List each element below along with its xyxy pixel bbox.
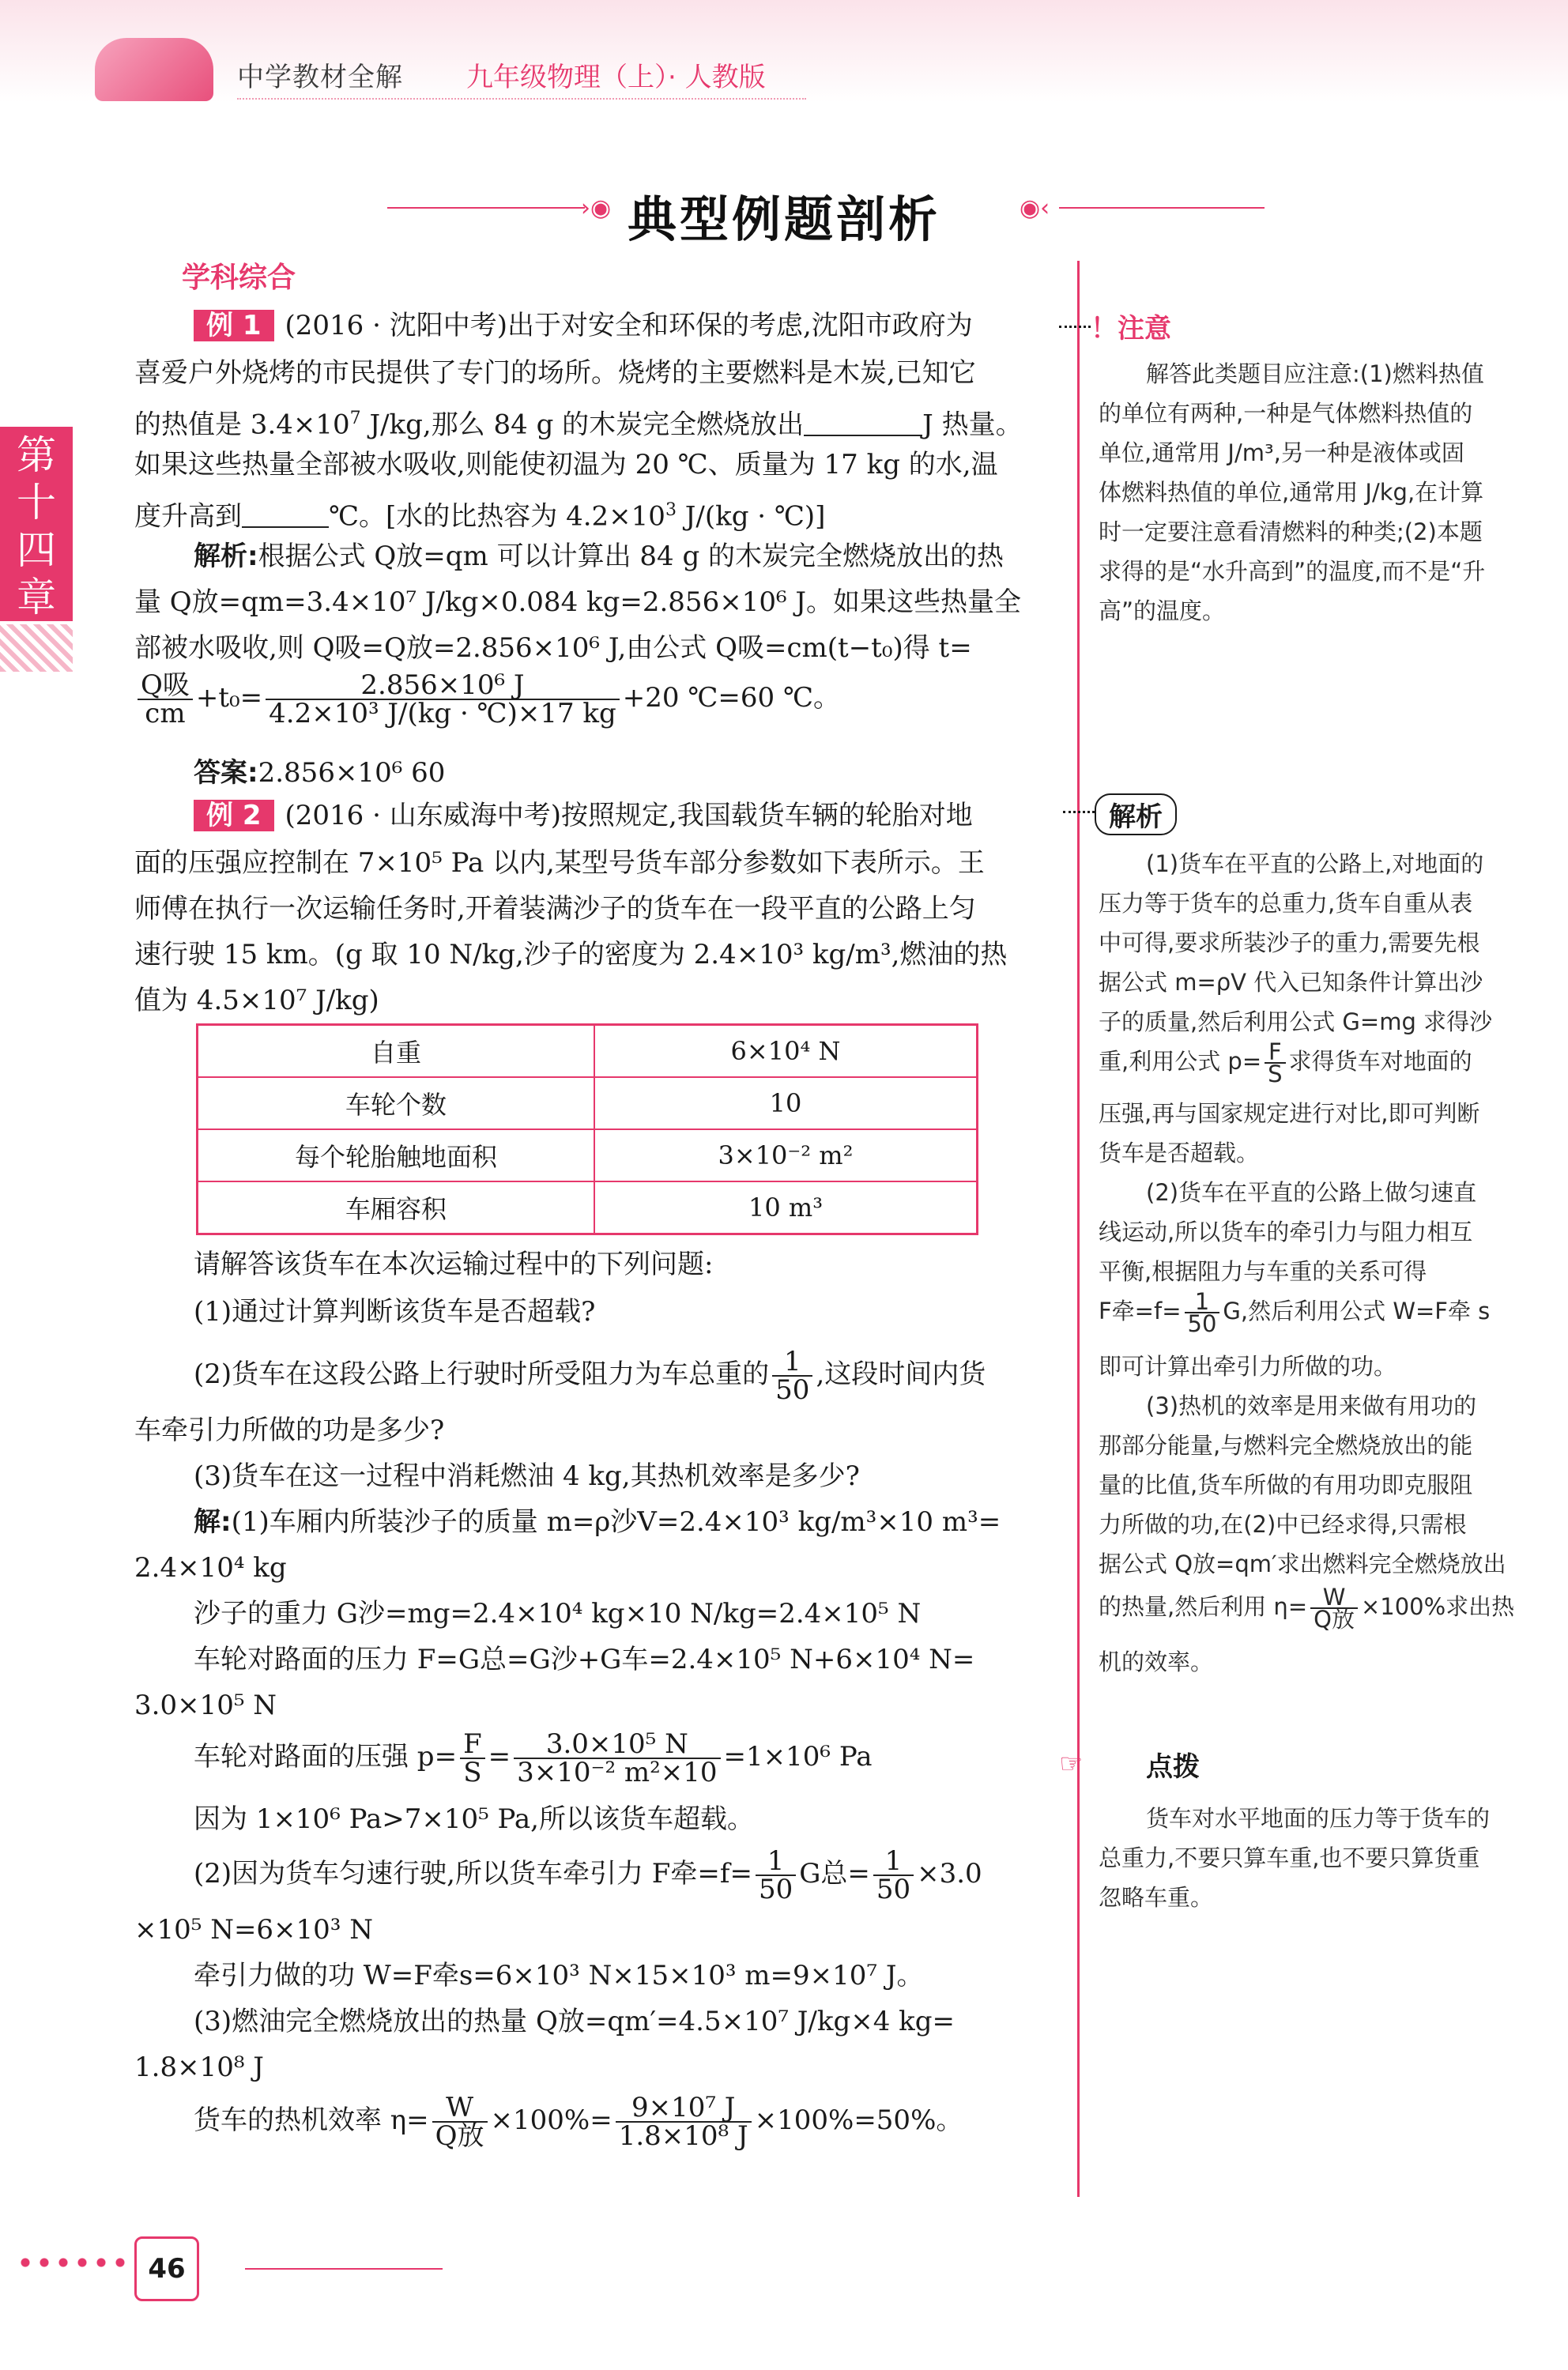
numerator: 9×10⁷ J [616,2094,752,2123]
analysis-side-line: 平衡,根据阻力与车重的关系可得 [1099,1258,1427,1285]
example-1-line-4: 如果这些热量全部被水吸收,则能使初温为 20 ℃、质量为 17 kg 的水,温 [134,449,998,480]
text: 根据公式 Q放=qm 可以计算出 84 g 的木炭完全燃烧放出的热 [258,541,1004,572]
numerator: 1 [1185,1291,1220,1313]
analysis-side-line: 线运动,所以货车的牵引力与阻力相互 [1099,1219,1473,1245]
analysis-side-line: 那部分能量,与燃料完全燃烧放出的能 [1099,1432,1473,1459]
text: 重,利用公式 p= [1099,1048,1262,1075]
solution-line-12: 1.8×10⁸ J [134,2052,264,2083]
analysis-side-line: 据公式 Q放=qm′求出燃料完全燃烧放出 [1099,1550,1506,1577]
solution-line-4: 车轮对路面的压力 F=G总=G沙+G车=2.4×10⁵ N+6×10⁴ N= [194,1644,975,1675]
example-1-line-3 [134,403,1051,440]
arrow-left-icon: ◉‹ [1020,194,1050,222]
example-1-line-5 [134,495,1051,532]
example-1-line-1 [194,310,1110,341]
solution-label: 解: [194,1506,232,1538]
text: ×100%求出热 [1360,1593,1515,1620]
analysis-line-2: 量 Q放=qm=3.4×10⁷ J/kg×0.084 kg=2.856×10⁶ J。如果这些热量全 [134,586,1022,618]
arrow-right-icon: ›◉ [581,194,612,222]
analysis-line-4 [134,669,1051,729]
analysis-line-1 [194,541,1110,572]
fraction [1265,1038,1285,1087]
fraction [772,1348,812,1404]
text: ℃。[水的比热容为 4.2×10 [329,500,665,533]
header-band [0,0,1568,103]
table-row [198,1077,978,1129]
question-2 [194,1348,1110,1404]
analysis-side-line: 机的效率。 [1099,1648,1214,1675]
question-intro: 请解答该货车在本次运输过程中的下列问题: [194,1249,714,1280]
text: 货车的热机效率 η= [194,2104,429,2136]
denominator: 1.8×10⁸ J [618,2120,748,2152]
numerator: F [460,1731,485,1759]
numerator: 3.0×10⁵ N [514,1731,720,1759]
denominator: 4.2×10³ J/(kg · ℃)×17 kg [269,698,616,729]
table-cell: 6×10⁴ N [594,1025,978,1078]
table-cell: 10 m³ [594,1181,978,1234]
denominator: Q放 [435,2120,484,2152]
solution-line-8 [194,1845,1110,1905]
denominator: cm [145,698,186,729]
analysis-side-line: (3)热机的效率是用来做有用功的 [1146,1392,1477,1419]
solution-line-13 [194,2094,1110,2150]
pointing-hand-icon: ☞ [1059,1748,1084,1780]
solution-line-6 [194,1728,1110,1788]
text: F牵=f= [1099,1298,1182,1324]
header-divider [237,98,806,100]
note-line: 求得的是“水升高到”的温度,而不是“升 [1099,558,1486,585]
table-row [198,1025,978,1078]
solution-line-3: 沙子的重力 G沙=mg=2.4×10⁴ kg×10 N/kg=2.4×10⁵ N [194,1598,922,1630]
numerator: 2.856×10⁶ J [266,672,620,700]
numerator: 1 [772,1348,812,1377]
column-divider [1077,261,1080,2197]
analysis-leader [1063,811,1095,813]
example-2-line-2: 面的压强应控制在 7×10⁵ Pa 以内,某型号货车部分参数如下表所示。王 [134,847,985,879]
analysis-label: 解析: [194,541,258,572]
answer-blank-1[interactable] [804,411,922,436]
numerator: 1 [756,1848,796,1876]
note-line: 解答此类题目应注意:(1)燃料热值 [1146,360,1484,387]
analysis-side-line: 量的比值,货车所做的有用功即克服阻 [1099,1471,1473,1498]
footer-rule [245,2268,443,2270]
superscript: 7 [349,409,361,428]
numerator: 1 [873,1848,914,1876]
fraction [138,669,193,729]
text: = [488,1741,511,1773]
superscript: 3 [665,500,677,520]
solution-line-9: ×10⁵ N=6×10³ N [134,1914,373,1946]
text: 度升高到 [134,500,242,533]
table-cell: 10 [594,1077,978,1129]
example-2-line-5: 值为 4.5×10⁷ J/kg) [134,985,379,1016]
footer-dots [16,2257,126,2268]
text: J/kg,那么 84 g 的木炭完全燃烧放出 [360,409,805,441]
text: (2)货车在这段公路上行驶时所受阻力为车总重的 [194,1358,770,1390]
tip-line: 忽略车重。 [1099,1884,1214,1911]
analysis-tag: 解析 [1095,793,1177,835]
truck-parameter-table [196,1023,978,1235]
answer-text: 2.856×10⁶ 60 [258,757,446,789]
note-line: 体燃料热值的单位,通常用 J/kg,在计算 [1099,479,1484,506]
analysis-side-line: 中可得,要求所装沙子的重力,需要先根 [1099,929,1480,956]
denominator: S [1268,1061,1283,1087]
solution-line-11: (3)燃油完全燃烧放出的热量 Q放=qm′=4.5×10⁷ J/kg×4 kg= [194,2006,956,2037]
note-line: 的单位有两种,一种是气体燃料热值的 [1099,400,1473,427]
fraction [432,2094,488,2150]
solution-line-10: 牵引力做的功 W=F牵s=6×10³ N×15×10³ m=9×10⁷ J。 [194,1960,924,1991]
denominator: Q放 [1314,1606,1355,1633]
example-2-line-4: 速行驶 15 km。(g 取 10 N/kg,沙子的密度为 2.4×10³ kg/m³,燃油的热 [134,939,1008,970]
answer-label: 答案: [194,757,258,789]
text: J/(kg · ℃)] [676,500,826,533]
text: +20 ℃=60 ℃。 [622,682,840,714]
question-3: (3)货车在这一过程中消耗燃油 4 kg,其热机效率是多少? [194,1460,860,1492]
analysis-side-line: (1)货车在平直的公路上,对地面的 [1146,850,1484,877]
example-1-badge: 例 1 [194,310,274,341]
denominator: 50 [1187,1310,1217,1337]
analysis-side-formula [1099,1288,1525,1337]
question-2-cont: 车牵引力所做的功是多少? [134,1415,445,1446]
analysis-side-line: 力所做的功,在(2)中已经求得,只需根 [1099,1511,1467,1538]
denominator: 50 [876,1874,911,1905]
numerator: F [1265,1042,1285,1064]
table-row [198,1181,978,1234]
question-1: (1)通过计算判断该货车是否超载? [194,1296,596,1328]
example-2-line-3: 师傅在执行一次运输任务时,开着装满沙子的货车在一段平直的公路上匀 [134,893,976,925]
note-line: 时一定要注意看清燃料的种类;(2)本题 [1099,518,1483,545]
text: (2)因为货车匀速行驶,所以货车牵引力 F牵=f= [194,1858,752,1890]
tip-tag: 点拨 [1146,1751,1200,1783]
answer-line [194,757,1110,789]
text: J 热量。 [922,409,1023,441]
fraction [756,1845,796,1905]
text: (1)车厢内所装沙子的质量 m=ρ沙V=2.4×10³ kg/m³×10 m³= [231,1506,1001,1538]
example-2-text: (2016 · 山东威海中考)按照规定,我国载货车辆的轮胎对地 [285,800,973,831]
text: 的热值是 3.4×10 [134,409,350,441]
text: G,然后利用公式 W=F牵 s [1223,1298,1491,1324]
example-2-line-1 [194,800,1110,831]
analysis-side-formula [1099,1038,1525,1087]
text: +t₀= [195,682,263,714]
denominator: 50 [758,1874,793,1905]
section-title: 典型例题剖析 [627,190,940,248]
table-cell: 3×10⁻² m² [594,1129,978,1181]
analysis-side-line: 子的质量,然后利用公式 G=mg 求得沙 [1099,1008,1493,1035]
chapter-tab [0,427,73,621]
subject-heading: 学科综合 [182,262,296,294]
fraction [266,669,620,729]
numerator: W [1310,1587,1358,1609]
tip-line: 货车对水平地面的压力等于货车的 [1146,1805,1491,1832]
analysis-side-line: 压强,再与国家规定进行对比,即可判断 [1099,1100,1480,1127]
fraction [1310,1584,1358,1633]
fraction [514,1728,720,1788]
solution-line-1 [194,1506,1110,1538]
solution-line-2: 2.4×10⁴ kg [134,1552,287,1584]
book-subtitle: 九年级物理（上）· 人教版 [466,62,766,93]
solution-line-7: 因为 1×10⁶ Pa>7×10⁵ Pa,所以该货车超载。 [194,1803,754,1835]
table-cell: 车轮个数 [198,1077,595,1129]
table-cell: 自重 [198,1025,595,1078]
note-line: 单位,通常用 J/m³,另一种是液体或固 [1099,439,1464,466]
text: 求得货车对地面的 [1288,1048,1472,1075]
denominator: 50 [775,1374,810,1406]
page-number: 46 [134,2236,199,2301]
note-leader [1059,326,1091,328]
analysis-side-line: 据公式 m=ρV 代入已知条件计算出沙 [1099,969,1483,996]
denominator: 3×10⁻² m²×10 [517,1757,718,1788]
example-1-line-2: 喜爱户外烧烤的市民提供了专门的场所。烧烤的主要燃料是木炭,已知它 [134,357,976,389]
text: ×3.0 [917,1858,982,1890]
denominator: S [463,1757,482,1788]
analysis-line-3: 部被水吸收,则 Q吸=Q放=2.856×10⁶ J,由公式 Q吸=cm(t−t₀)得 t= [134,632,972,664]
text: =1×10⁶ Pa [723,1741,873,1773]
book-title: 中学教材全解 [237,62,403,93]
note-tag: ！注意 [1091,313,1171,345]
table-cell: 每个轮胎触地面积 [198,1129,595,1181]
text: ×100%=50%。 [754,2104,963,2136]
note-line: 高”的温度。 [1099,597,1226,624]
example-1-text: (2016 · 沈阳中考)出于对安全和环保的考虑,沈阳市政府为 [285,310,973,341]
chapter-stripe [0,624,73,672]
chapter-tab-label: 第十四章 [17,432,56,620]
analysis-side-line: 压力等于货车的总重力,货车自重从表 [1099,890,1473,917]
text: 车轮对路面的压强 p= [194,1741,458,1773]
analysis-side-line: 即可计算出牵引力所做的功。 [1099,1353,1397,1380]
text: G总= [799,1858,870,1890]
fraction [460,1728,485,1788]
numerator: W [432,2094,488,2123]
tip-line: 总重力,不要只算车重,也不要只算货重 [1099,1844,1480,1871]
text: ×100%= [490,2104,612,2136]
title-rule-right [1059,207,1265,209]
book-logo-icon [95,38,213,101]
fraction [873,1845,914,1905]
text: ,这段时间内货 [816,1358,986,1390]
table-cell: 车厢容积 [198,1181,595,1234]
text: 的热量,然后利用 η= [1099,1593,1308,1620]
analysis-side-line: 货车是否超载。 [1099,1140,1260,1166]
fraction [616,2094,752,2150]
analysis-side-line: (2)货车在平直的公路上做匀速直 [1146,1179,1477,1206]
table-row [198,1129,978,1181]
answer-blank-2[interactable] [242,503,329,528]
numerator: Q吸 [138,672,193,700]
solution-line-5: 3.0×10⁵ N [134,1690,277,1721]
example-2-badge: 例 2 [194,800,274,831]
fraction [1185,1288,1220,1337]
analysis-side-formula [1099,1584,1525,1633]
